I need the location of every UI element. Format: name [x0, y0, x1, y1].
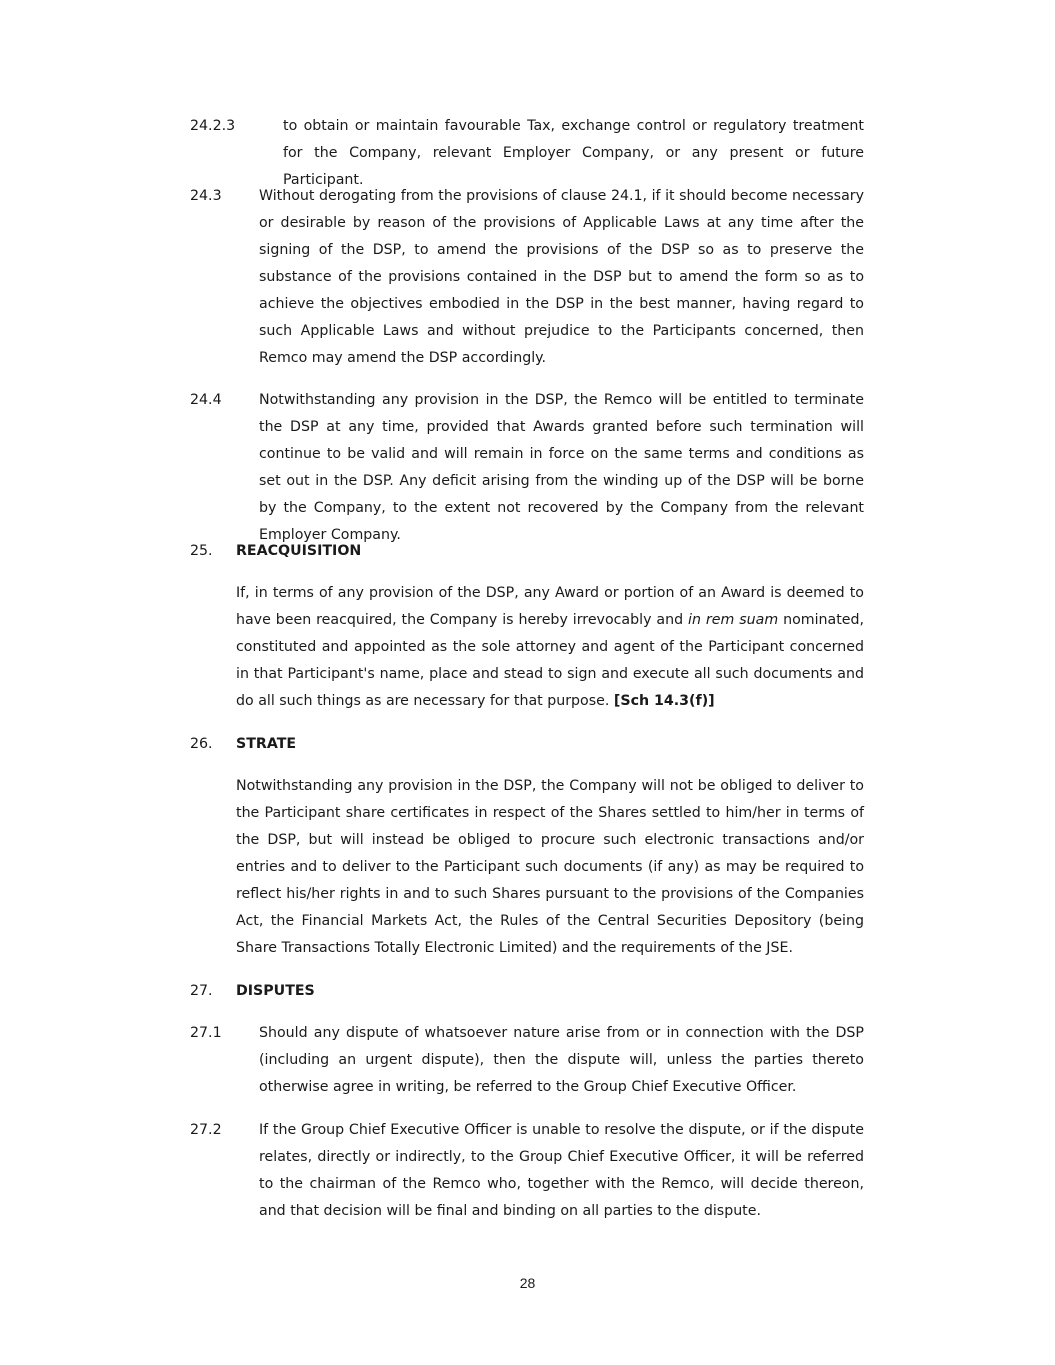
clause-number: 24.4 [190, 392, 222, 408]
section-25-body [236, 580, 864, 715]
section-26-body [236, 773, 864, 962]
clause-24-2-3 [190, 113, 864, 194]
clause-text: Should any dispute of whatsoever nature arise from or in connection with the DSP (including an urgent dispute), then the dispute will, unless the parties thereto otherwise agree in writing, be referred to the Group Chief Executive Officer. [259, 1025, 864, 1095]
section-text: Notwithstanding any provision in the DSP, the Company will not be obliged to deliver to the Participant share certificates in respect of the Shares settled to him/her in terms of the DSP, but will instead be obliged to procure such electronic transactions and/or entries and to deliver to the Participant such documents (if any) as may be required to reflect his/her rights in and to such Shares pursuant to the provisions of the Companies Act, the Financial Markets Act, the Rules of the Central Securities Depository (being Share Transactions Totally Electronic Limited) and the requirements of the JSE. [236, 778, 864, 956]
clause-number: 27.2 [190, 1122, 222, 1138]
clause-text: If the Group Chief Executive Officer is unable to resolve the dispute, or if the dispute relates, directly or indirectly, to the Group Chief Executive Officer, it will be referred to the chairman of the Remco who, together with the Remco, will decide thereon, and that decision will be final and binding on all parties to the dispute. [259, 1122, 864, 1219]
latin-phrase: in rem suam [688, 612, 779, 628]
section-title: REACQUISITION [236, 543, 362, 559]
clause-number: 24.3 [190, 188, 222, 204]
section-number: 27. [190, 983, 213, 999]
section-title: DISPUTES [236, 983, 315, 999]
clause-text: to obtain or maintain favourable Tax, exchange control or regulatory treatment for the Company, relevant Employer Company, or any present or future Participant. [283, 118, 864, 188]
section-title: STRATE [236, 736, 297, 752]
text-segment: nominated, constituted and appointed as the sole attorney and agent of the Participant concerned in that Participant's name, place and stead to sign and execute all such documents and do all such things as are necessary for that purpose. [236, 612, 865, 709]
section-number: 25. [190, 543, 213, 559]
clause-24-3 [190, 183, 864, 372]
schedule-reference: [Sch 14.3(f)] [613, 693, 715, 709]
section-text [236, 580, 864, 715]
text-segment: If, in terms of any provision of the DSP, any Award or portion of an Award is deemed to have been reacquired, the Company is hereby irrevocably and [236, 585, 864, 628]
clause-text: Without derogating from the provisions of clause 24.1, if it should become necessary or desirable by reason of the provisions of Applicable Laws at any time after the signing of the DSP, to amend the provisions of the DSP so as to preserve the substance of the provisions contained in the DSP but to amend the form so as to achieve the objectives embodied in the DSP in the best manner, having regard to such Applicable Laws and without prejudice to the Participants concerned, then Remco may amend the DSP accordingly. [259, 188, 864, 366]
clause-number: 27.1 [190, 1025, 222, 1041]
clause-24-4 [190, 387, 864, 549]
page-number: 28 [519, 1275, 536, 1291]
section-number: 26. [190, 736, 213, 752]
clause-27-2 [190, 1117, 864, 1225]
clause-number: 24.2.3 [190, 118, 236, 134]
clause-text: Notwithstanding any provision in the DSP, the Remco will be entitled to terminate the DSP at any time, provided that Awards granted before such termination will continue to be valid and will remain in force on the same terms and conditions as set out in the DSP. Any deficit arising from the winding up of the DSP will be borne by the Company, to the extent not recovered by the Company from the relevant Employer Company. [259, 392, 864, 543]
clause-27-1 [190, 1020, 864, 1101]
